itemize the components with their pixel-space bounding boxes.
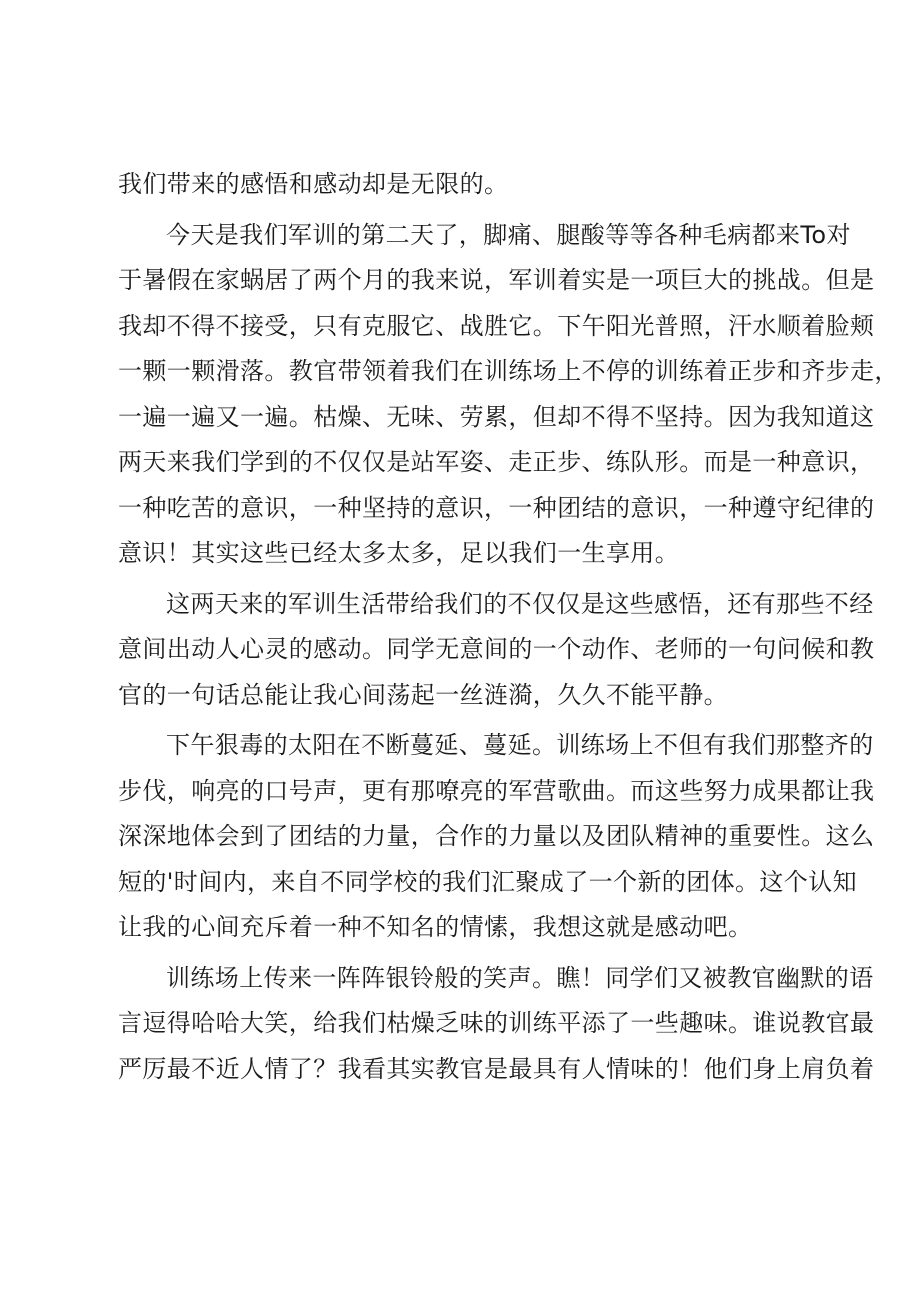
- text-line: 让我的心间充斥着一种不知名的情愫，我想这就是感动吧。: [118, 913, 753, 941]
- paragraph-training-day-two: [118, 213, 899, 577]
- text-line: 一种吃苦的意识，一种坚持的意识，一种团结的意识，一种遵守纪律的: [118, 493, 875, 522]
- paragraph-touching-moments: [118, 582, 875, 719]
- paragraph-continuation: [118, 162, 838, 208]
- text-line: 训练场上传来一阵阵银铃般的笑声。瞧！同学们又被教官幽默的语: [166, 963, 874, 992]
- text-line: 于暑假在家蜗居了两个月的我来说，军训着实是一项巨大的挑战。但是: [118, 266, 875, 294]
- text-line: 意识！其实这些已经太多太多，足以我们一生享用。: [118, 539, 680, 567]
- text-line: 下午狠毒的太阳在不断蔓延、蔓延。训练场上不但有我们那整齐的: [166, 731, 874, 759]
- paragraph-laughter: [118, 956, 875, 1093]
- text-line: 我却不得不接受，只有克服它、战胜它。下午阳光普照，汗水顺着脸颊: [118, 311, 875, 340]
- text-line: 言逗得哈哈大笑，给我们枯燥乏味的训练平添了一些趣味。谁说教官最: [118, 1009, 875, 1037]
- text-line: 这两天来的军训生活带给我们的不仅仅是这些感悟，还有那些不经: [166, 589, 874, 618]
- text-line: 官的一句话总能让我心间荡起一丝涟漪，久久不能平静。: [118, 680, 728, 709]
- text-line: 我们带来的感悟和感动却是无限的。: [118, 170, 509, 198]
- paragraph-teamwork: [118, 723, 875, 951]
- text-line: 意间出动人心灵的感动。同学无意间的一个动作、老师的一句问候和教: [118, 635, 875, 663]
- text-line: 深深地体会到了团结的力量，合作的力量以及团队精神的重要性。这么: [118, 822, 875, 850]
- text-line: 步伐，响亮的口号声，更有那嘹亮的军营歌曲。而这些努力成果都让我: [118, 776, 875, 805]
- text-line: 一颗一颗滑落。教官带领着我们在训练场上不停的训练着正步和齐步走，: [118, 357, 899, 385]
- text-line: 今天是我们军训的第二天了，脚痛、腿酸等等各种毛病都来To对: [166, 220, 851, 249]
- text-line: 一遍一遍又一遍。枯燥、无味、劳累，但却不得不坚持。因为我知道这: [118, 402, 875, 431]
- text-line: 两天来我们学到的不仅仅是站军姿、走正步、练队形。而是一种意识，: [118, 448, 875, 476]
- text-line: 严厉最不近人情了？我看其实教官是最具有人情味的！他们身上肩负着: [118, 1054, 875, 1083]
- text-line: 短的'时间内，来自不同学校的我们汇聚成了一个新的团体。这个认知: [118, 867, 857, 896]
- essay-body: [118, 162, 899, 1092]
